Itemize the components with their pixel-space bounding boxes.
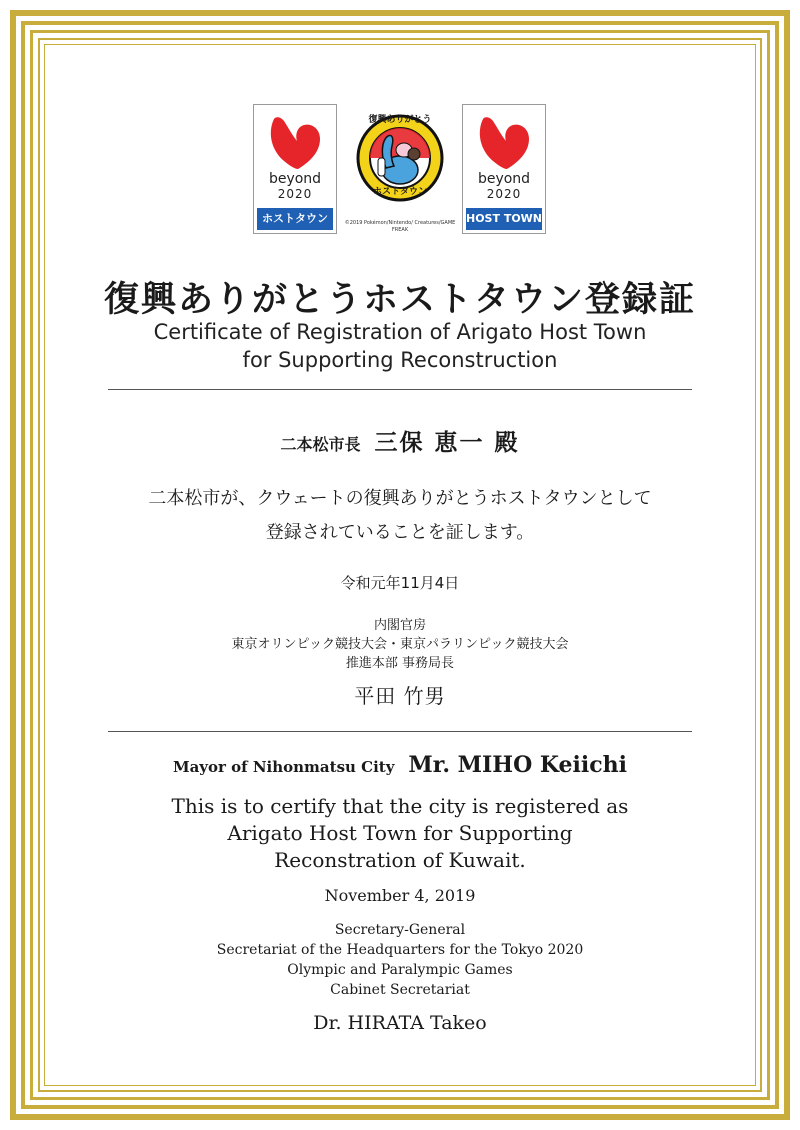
host-town-logo-ja xyxy=(253,104,337,234)
certification-ja-line1: 二本松市が、クウェートの復興ありがとうホストタウンとして xyxy=(148,488,652,509)
beyond-2020-mark-icon xyxy=(264,113,326,171)
certification-en-line2: Arigato Host Town for Supporting xyxy=(227,821,573,845)
emblem-copyright: ©2019 Pokémon/Nintendo/ Creatures/GAME FREAK xyxy=(344,220,456,233)
recipient-title-en: Mayor of Nihonmatsu City xyxy=(172,758,395,776)
logo-bar-host-town-en: HOST TOWN xyxy=(466,208,542,230)
certification-text-en xyxy=(0,793,800,874)
issuer-en-line3: Olympic and Paralympic Games xyxy=(287,962,513,978)
host-town-logo-en xyxy=(462,104,546,234)
logo-word-2020: 2020 xyxy=(277,187,313,201)
issue-date-en: November 4, 2019 xyxy=(324,886,476,905)
logo-word-beyond: beyond xyxy=(477,171,531,187)
signatory-en: Dr. HIRATA Takeo xyxy=(313,1012,487,1034)
certification-en-line1: This is to certify that the city is registered as xyxy=(171,794,629,818)
certificate-title-en-line2: for Supporting Reconstruction xyxy=(242,348,558,372)
divider-middle xyxy=(108,731,692,732)
certificate-title-en xyxy=(0,318,800,374)
beyond-2020-mark-icon xyxy=(473,113,535,171)
logo-bar-host-town-ja: ホストタウン xyxy=(257,208,333,230)
certification-ja-line2: 登録されていることを証します。 xyxy=(265,522,535,543)
issuer-en-line1: Secretary-General xyxy=(334,922,466,938)
logo-word-beyond: beyond xyxy=(268,171,322,187)
issuer-en-line4: Cabinet Secretariat xyxy=(330,982,470,998)
issuer-en-line2: Secretariat of the Headquarters for the Tokyo 2020 xyxy=(216,942,584,958)
certification-text-ja xyxy=(0,482,800,550)
recipient-name-ja: 三保 恵一 殿 xyxy=(374,430,520,456)
divider-top xyxy=(108,389,692,390)
emblem-ring-top-text: 復興ありがとう xyxy=(368,115,432,125)
emblem-ring-bottom-text: ホストタウン xyxy=(372,187,427,197)
issuer-en xyxy=(0,920,800,1000)
signatory-ja: 平田 竹男 xyxy=(354,684,446,708)
issuer-ja-line3: 推進本部 事務局長 xyxy=(345,656,455,671)
issuer-ja-line2: 東京オリンピック競技大会・東京パラリンピック競技大会 xyxy=(231,637,569,652)
recipient-ja xyxy=(0,424,800,457)
issuer-ja-line1: 内閣官房 xyxy=(373,618,426,633)
logo-word-2020: 2020 xyxy=(486,187,522,201)
recipient-en xyxy=(0,752,800,778)
recipient-title-ja: 二本松市長 xyxy=(280,435,361,454)
issuer-ja xyxy=(0,616,800,673)
recipient-name-en: Mr. MIHO Keiichi xyxy=(408,752,628,778)
certificate-title-ja: 復興ありがとうホストタウン登録証 xyxy=(103,279,696,320)
certification-en-line3: Reconstration of Kuwait. xyxy=(274,848,526,872)
certificate-title-en-line1: Certificate of Registration of Arigato Host Town xyxy=(153,320,647,344)
issue-date-ja: 令和元年11月4日 xyxy=(340,574,460,592)
